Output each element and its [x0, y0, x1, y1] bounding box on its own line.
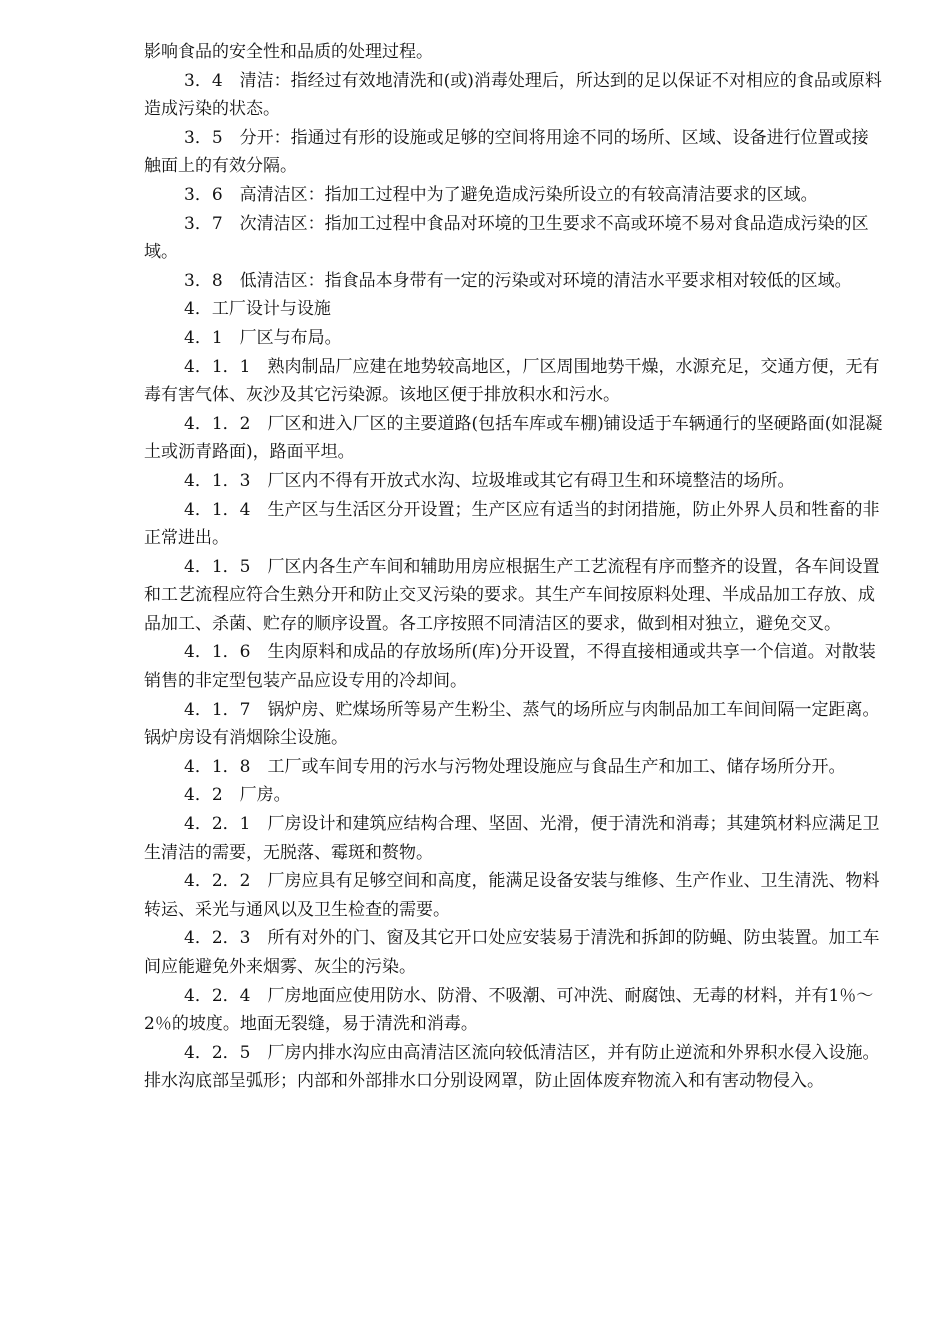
subsection-heading-4-1: 4．1 厂区与布局。: [184, 327, 342, 348]
paragraph-4-1-2: 4．1．2 厂区和进入厂区的主要道路(包括车库或车棚)铺设适于车辆通行的坚硬路面(如混凝土或沥青路面)，路面平坦。: [144, 413, 883, 463]
paragraph-4-2-2: 4．2．2 厂房应具有足够空间和高度，能满足设备安装与维修、生产作业、卫生清洗、物料转运、采光与通风以及卫生检查的需要。: [144, 871, 880, 920]
paragraph-4-1-7: 4．1．7 锅炉房、贮煤场所等易产生粉尘、蒸气的场所应与肉制品加工车间间隔一定距离。锅炉房设有消烟除尘设施。: [144, 699, 880, 749]
paragraph-4-2-5: 4．2．5 厂房内排水沟应由高清洁区流向较低清洁区，并有防止逆流和外界积水侵入设施。排水沟底部呈弧形；内部和外部排水口分别设网罩，防止固体废弃物流入和有害动物侵入。: [144, 1042, 880, 1092]
paragraph-4-1-1: 4．1．1 熟肉制品厂应建在地势较高地区，厂区周围地势干燥，水源充足，交通方便，无有毒有害气体、灰沙及其它污染源。该地区便于排放积水和污水。: [144, 356, 880, 406]
paragraph-4-1-8: 4．1．8 工厂或车间专用的污水与污物处理设施应与食品生产和加工、储存场所分开。: [184, 756, 846, 777]
paragraph-3-5: 3．5 分开：指通过有形的设施或足够的空间将用途不同的场所、区域、设备进行位置或接触面上的有效分隔。: [144, 127, 869, 177]
paragraph-4-2-1: 4．2．1 厂房设计和建筑应结构合理、坚固、光滑，便于清洗和消毒；其建筑材料应满足卫生清洁的需要，无脱落、霉斑和赘物。: [144, 814, 880, 863]
paragraph-4-2-3: 4．2．3 所有对外的门、窗及其它开口处应安装易于清洗和拆卸的防蝇、防虫装置。加工车间应能避免外来烟雾、灰尘的污染。: [144, 928, 880, 977]
paragraph-4-2-4: 4．2．4 厂房地面应使用防水、防滑、不吸潮、可冲洗、耐腐蚀、无毒的材料，并有1％～2％的坡度。地面无裂缝，易于清洗和消毒。: [144, 985, 874, 1035]
paragraph-3-8: 3．8 低清洁区：指食品本身带有一定的污染或对环境的清洁水平要求相对较低的区域。: [184, 270, 852, 291]
paragraph-3-4: 3．4 清洁：指经过有效地清洗和(或)消毒处理后，所达到的足以保证不对相应的食品或原料造成污染的状态。: [144, 70, 882, 120]
subsection-heading-4-2: 4．2 厂房。: [184, 785, 291, 806]
paragraph-3-6: 3．6 高清洁区：指加工过程中为了避免造成污染所设立的有较高清洁要求的区域。: [184, 184, 818, 205]
paragraph-continuation: 影响食品的安全性和品质的处理过程。: [144, 42, 433, 62]
paragraph-4-1-3: 4．1．3 厂区内不得有开放式水沟、垃圾堆或其它有碍卫生和环境整洁的场所。: [184, 470, 795, 491]
paragraph-4-1-4: 4．1．4 生产区与生活区分开设置；生产区应有适当的封闭措施，防止外界人员和牲畜的非正常进出。: [144, 499, 880, 549]
paragraph-4-1-6: 4．1．6 生肉原料和成品的存放场所(库)分开设置，不得直接相通或共享一个信道。对散装销售的非定型包装产品应设专用的冷却间。: [144, 642, 876, 692]
document-body: [144, 38, 884, 1096]
section-heading-4: 4．工厂设计与设施: [184, 299, 331, 320]
paragraph-3-7: 3．7 次清洁区：指加工过程中食品对环境的卫生要求不高或环境不易对食品造成污染的区域。: [144, 213, 869, 263]
paragraph-4-1-5: 4．1．5 厂区内各生产车间和辅助用房应根据生产工艺流程有序而整齐的设置，各车间设置和工艺流程应符合生熟分开和防止交叉污染的要求。其生产车间按原料处理、半成品加工存放、成品加工、杀菌、贮存的顺序设置。各工序按照不同清洁区的要求，做到相对独立，避免交叉。: [144, 556, 880, 634]
